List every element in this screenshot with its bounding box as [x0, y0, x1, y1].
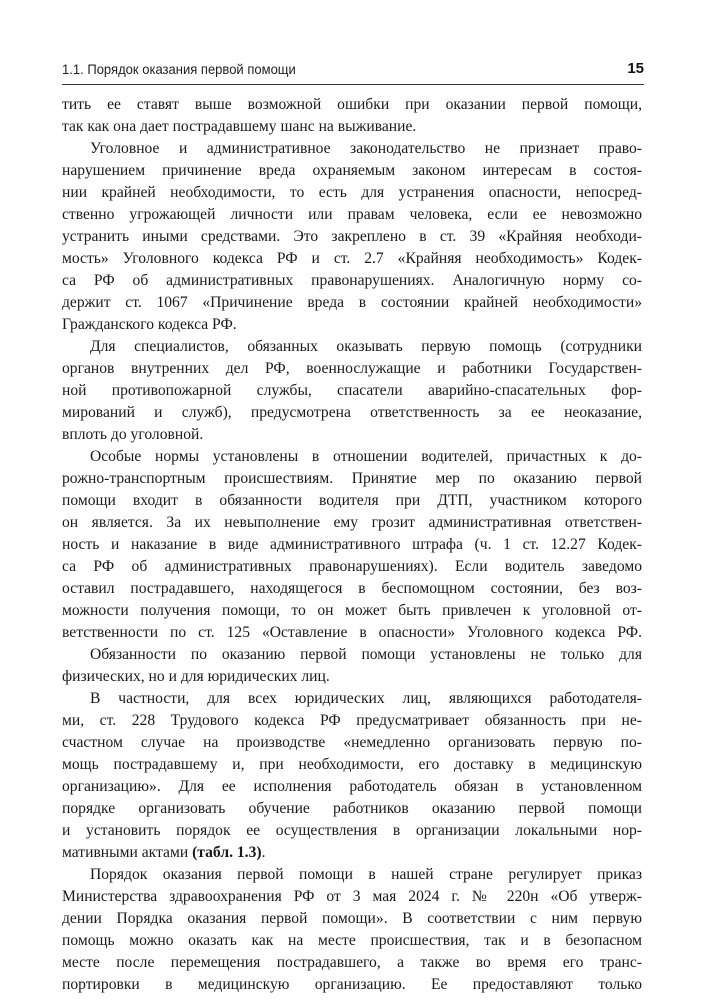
text-line: нии крайней необходимости, то есть для устранения опасности, непосред- [62, 184, 642, 201]
text-line: тить ее ставят выше возможной ошибки при оказании первой помощи, [62, 96, 642, 113]
text-line: Порядок оказания первой помощи в нашей стране регулирует приказ [90, 866, 642, 883]
text-line: мость» Уголовного кодекса РФ и ст. 2.7 «Крайняя необходимость» Кодек- [62, 250, 642, 267]
text-line: рожно-транспортным происшествиям. Принятие мер по оказанию первой [62, 470, 642, 487]
text-line: можности получения помощи, то он может быть привлечен к уголовной от- [62, 602, 642, 619]
paragraph-5 [62, 644, 642, 688]
text-line: организацию». Для ее исполнения работодатель обязан в установленном [62, 778, 642, 795]
text-line: устранить иными средствами. Это закреплено в ст. 39 «Крайняя необходи- [62, 228, 642, 245]
punctuation: . [261, 844, 266, 861]
text-line: месте после перемещения пострадавшего, а также во время его транс- [62, 954, 642, 971]
body-text [62, 94, 642, 996]
text-line: мативными актами [62, 844, 193, 861]
text-line: мирований и служб), предусмотрена ответственность за ее неоказание, [62, 404, 642, 421]
text-line: ственно угрожающей личности или правам человека, если ее невозможно [62, 206, 642, 223]
text-line: помощь можно оказать как на месте происшествия, так и в безопасном [62, 932, 642, 949]
text-line: Особые нормы установлены в отношении водителей, причастных к до- [90, 448, 642, 465]
paragraph-3 [62, 336, 642, 446]
text-line: Обязанности по оказанию первой помощи установлены не только для [90, 646, 642, 663]
paragraph-1 [62, 94, 642, 138]
text-line: са РФ об административных правонарушениях). Если водитель заведомо [62, 558, 642, 575]
page-number: 15 [627, 60, 644, 77]
text-line: са РФ об административных правонарушениях. Аналогичную норму со- [62, 272, 642, 289]
text-line-with-reference [62, 842, 642, 864]
text-line: порядке организовать обучение работников оказанию первой помощи [62, 800, 642, 817]
text-line: Для специалистов, обязанных оказывать первую помощь (сотрудники [90, 338, 642, 355]
text-line: В частности, для всех юридических лиц, являющихся работодателя- [90, 690, 642, 707]
text-line: так как она дает пострадавшему шанс на выживание. [62, 118, 417, 135]
header-divider [62, 84, 644, 85]
text-line: ность и наказание в виде административного штрафа (ч. 1 ст. 12.27 Кодек- [62, 536, 642, 553]
table-reference: (табл. 1.3) [192, 844, 262, 861]
text-line: Уголовное и административное законодательство не признает право- [90, 140, 642, 157]
text-line: ветственности по ст. 125 «Оставление в опасности» Уголовного кодекса РФ. [62, 624, 642, 641]
text-line: Гражданского кодекса РФ. [62, 316, 237, 333]
text-line: и установить порядок ее осуществления в организации локальными нор- [62, 822, 642, 839]
section-title: 1.1. Порядок оказания первой помощи [62, 61, 296, 77]
text-line: мощь пострадавшему и, при необходимости, его доставку в медицинскую [62, 756, 642, 773]
text-line: портировки в медицинскую организацию. Ее предоставляют только [62, 976, 642, 993]
text-line: физических, но и для юридических лиц. [62, 668, 330, 685]
text-line: нарушением причинение вреда охраняемым законом интересам в состоя- [62, 162, 642, 179]
text-line: ной противопожарной службы, спасатели аварийно-спасательных фор- [62, 382, 642, 399]
text-line: помощи входит в обязанности водителя при ДТП, участником которого [62, 492, 642, 509]
text-line: вплоть до уголовной. [62, 426, 204, 443]
paragraph-4 [62, 446, 642, 644]
text-line: счастном случае на производстве «немедленно организовать первую по- [62, 734, 642, 751]
paragraph-2 [62, 138, 642, 336]
paragraph-6 [62, 688, 642, 864]
running-header [62, 60, 644, 82]
text-line: органов внутренних дел РФ, военнослужащие и работники Государствен- [62, 360, 642, 377]
text-line: оставил пострадавшего, находящегося в беспомощном состоянии, без воз- [62, 580, 642, 597]
text-line: Министерства здравоохранения РФ от 3 мая 2024 г. № 220н «Об утверж- [62, 888, 642, 905]
text-line: держит ст. 1067 «Причинение вреда в состоянии крайней необходимости» [62, 294, 642, 311]
text-line: дении Порядка оказания первой помощи». В соответствии с ним первую [62, 910, 642, 927]
text-line: ми, ст. 228 Трудового кодекса РФ предусматривает обязанность при не- [62, 712, 642, 729]
text-line: он является. За их невыполнение ему грозит административная ответствен- [62, 514, 642, 531]
paragraph-7 [62, 864, 642, 996]
